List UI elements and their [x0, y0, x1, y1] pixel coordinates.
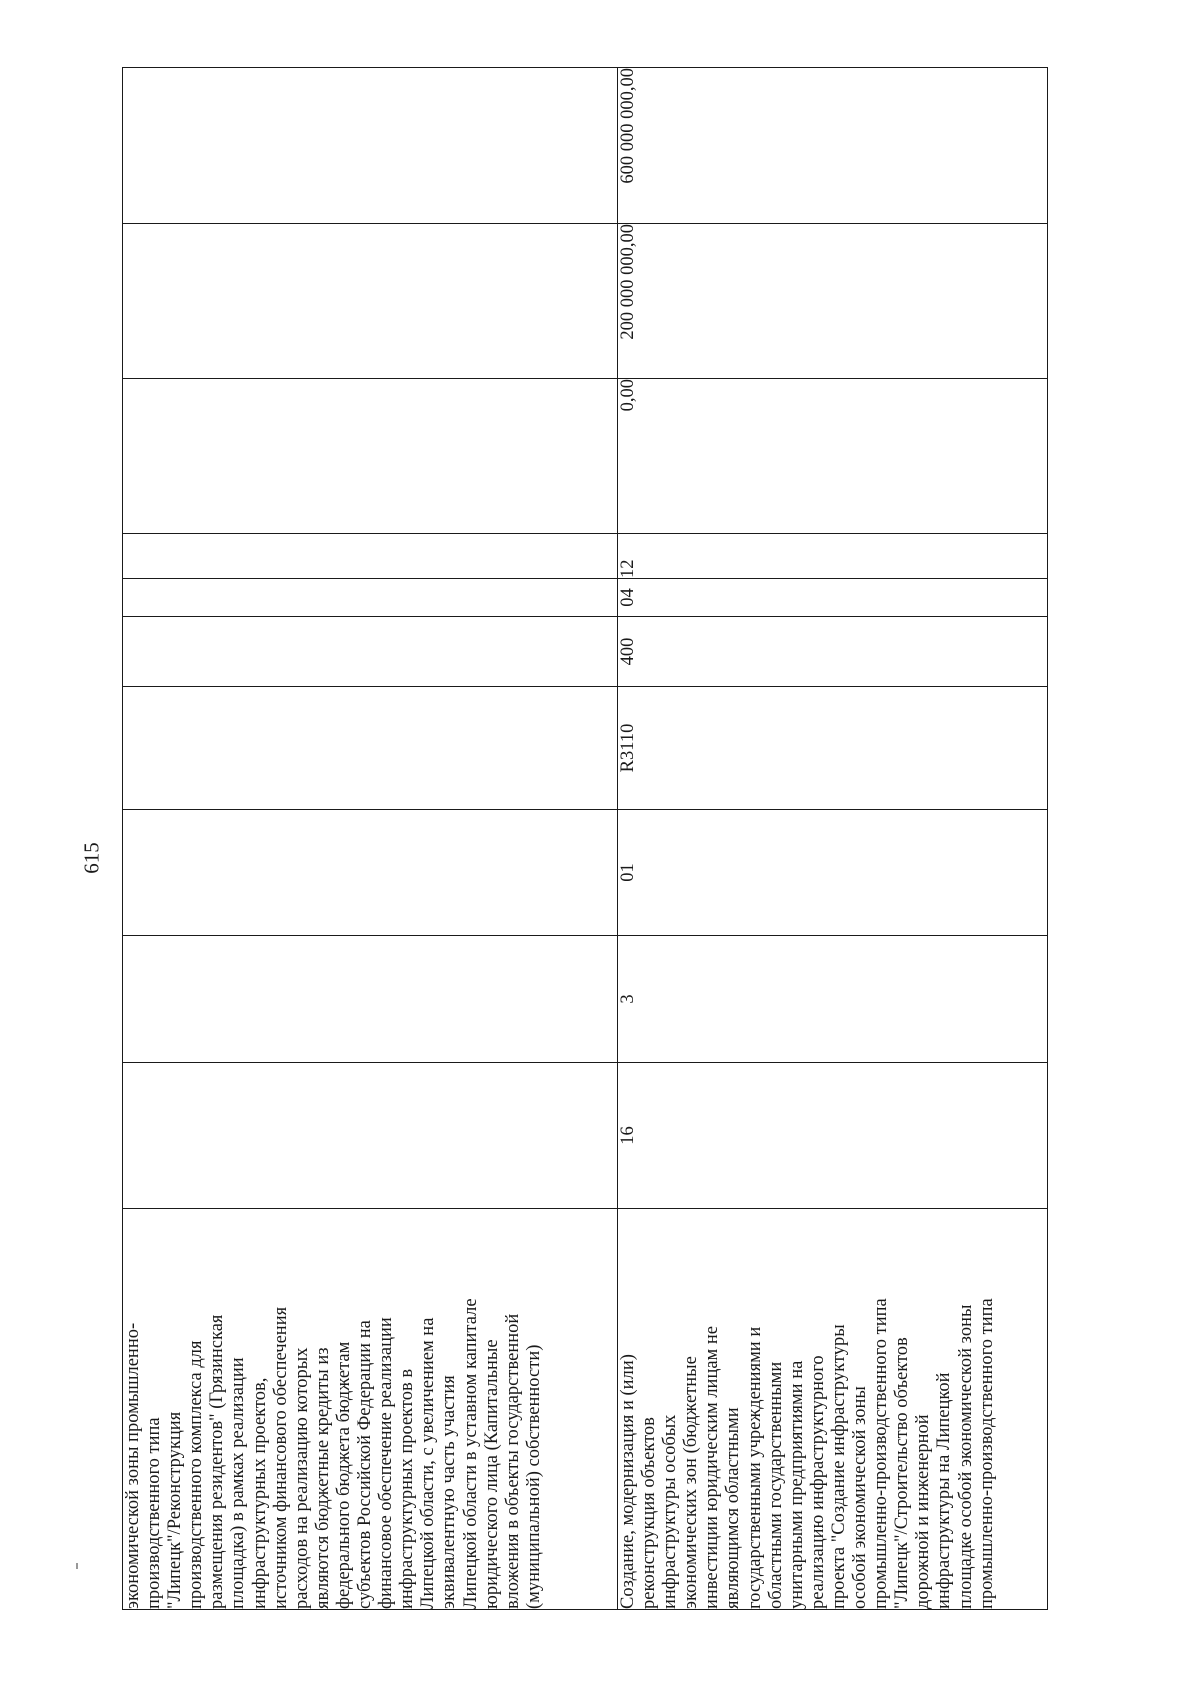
row-1-code-d	[123, 687, 618, 810]
row-2-name	[618, 1209, 1048, 1610]
row-2-line: унитарными предприятиями на	[786, 1360, 807, 1609]
row-1-line: производственного комплекса для	[186, 1340, 207, 1609]
budget-table	[122, 67, 1048, 1610]
row-1-line: Липецкой области в уставном капитале	[460, 1298, 481, 1609]
row-1-line: юридического лица (Капитальные	[481, 1339, 502, 1609]
row-2-line: инфраструктуры особых	[660, 1414, 681, 1609]
table-row	[123, 68, 618, 1610]
row-1-line: инфраструктурных проектов,	[249, 1377, 270, 1609]
row-1-amount-2	[123, 224, 618, 379]
row-2-line: областными государственными	[765, 1361, 786, 1609]
row-1-line: расходов на реализацию которых	[291, 1347, 312, 1609]
row-2-amount-2: 200 000 000,00	[618, 224, 1048, 379]
row-2-line: являющимся областными	[723, 1407, 744, 1609]
row-2-line: государственными учреждениями и	[744, 1326, 765, 1609]
row-2-amount-3: 600 000 000,00	[618, 68, 1048, 224]
row-1-amount-1	[123, 379, 618, 534]
row-1-line: источником финансового обеспечения	[270, 1306, 291, 1609]
row-2-line: дорожной и инженерной	[913, 1414, 934, 1609]
row-2-code-c: 01	[618, 810, 1048, 936]
row-1-code-g	[123, 534, 618, 579]
row-2-line: особой экономической зоны	[850, 1386, 871, 1609]
row-1-amount-3	[123, 68, 618, 224]
row-1-line: Липецкой области, с увеличением на	[418, 1317, 439, 1609]
row-1-line: площадка) в рамках реализации	[228, 1357, 249, 1609]
row-2-line: реконструкция объектов	[639, 1417, 660, 1609]
row-1-line: являются бюджетные кредиты из	[312, 1347, 333, 1609]
row-2-line: промышленно-производственного типа	[976, 1298, 997, 1609]
row-2-line: экономических зон (бюджетные	[681, 1356, 702, 1609]
row-1-line: производственного типа	[144, 1417, 165, 1609]
row-1-code-a	[123, 1063, 618, 1209]
row-1-code-c	[123, 810, 618, 936]
page-number-text: 615	[79, 842, 104, 874]
row-1-line: экономической зоны промышленно-	[123, 1322, 143, 1609]
row-1-code-f	[123, 579, 618, 617]
row-1-line: (муниципальной) собственности)	[523, 1344, 544, 1609]
table-row	[618, 68, 1048, 1610]
row-2-line: проекта "Создание инфраструктуры	[828, 1324, 849, 1609]
scan-mark	[76, 1563, 78, 1569]
row-2-amount-1: 0,00	[618, 379, 1048, 534]
row-1-line: инфраструктурных проектов в	[397, 1368, 418, 1609]
row-1-line: "Липецк"/Реконструкция	[165, 1411, 186, 1609]
row-1-line: эквивалентную часть участия	[439, 1375, 460, 1609]
row-2-code-a: 16	[618, 1063, 1048, 1209]
row-2-line: "Липецк"/Строительство объектов	[892, 1337, 913, 1609]
row-1-code-b	[123, 936, 618, 1063]
row-2-code-f: 04	[618, 579, 1048, 617]
rotated-table-wrapper	[122, 68, 1187, 1610]
row-1-line	[545, 1209, 566, 1609]
row-2-line: инфраструктуры на Липецкой	[934, 1372, 955, 1609]
row-2-code-g: 12	[618, 534, 1048, 579]
row-1-code-e	[123, 617, 618, 687]
row-1-line: федерального бюджета бюджетам	[333, 1341, 354, 1609]
row-2-code-e: 400	[618, 617, 1048, 687]
row-2-code-d: R3110	[618, 687, 1048, 810]
row-2-line: инвестиции юридическим лицам не	[702, 1325, 723, 1609]
row-1-name	[123, 1209, 618, 1610]
row-1-line: вложения в объекты государственной	[502, 1313, 523, 1609]
row-2-line: реализацию инфраструктурного	[807, 1355, 828, 1609]
row-2-line: промышленно-производственного типа	[871, 1298, 892, 1609]
row-1-line: финансовое обеспечение реализации	[376, 1317, 397, 1609]
row-1-line: размещения резидентов" (Грязинская	[207, 1314, 228, 1609]
row-2-code-b: 3	[618, 936, 1048, 1063]
row-2-line: Создание, модернизация и (или)	[618, 1354, 638, 1609]
row-1-line: субъектов Российской Федерации на	[355, 1320, 376, 1609]
row-2-line: площадке особой экономической зоны	[955, 1304, 976, 1609]
